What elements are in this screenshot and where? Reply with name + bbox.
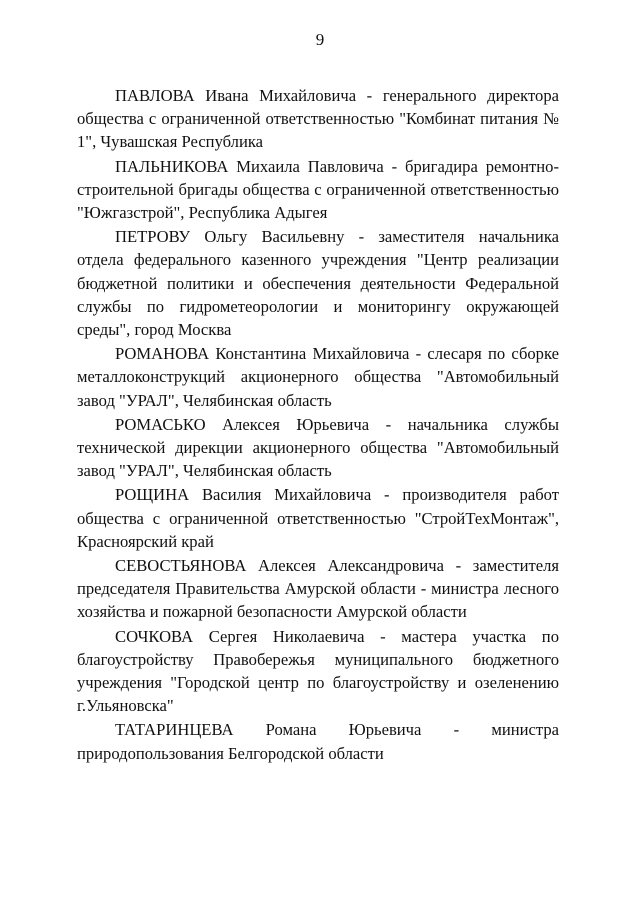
list-entry-pavlov: ПАВЛОВА Ивана Михайловича - генерального директора общества с ограниченной ответственностью "Комбинат питания № 1", Чувашская Республика — [77, 86, 559, 152]
list-entry-palnikov: ПАЛЬНИКОВА Михаила Павловича - бригадира ремонтно-строительной бригады общества с ограниченной ответственностью "Южгазстрой", Республика Адыгея — [77, 156, 559, 223]
page-number: 9 — [315, 30, 325, 49]
list-entry-roshchin: РОЩИНА Василия Михайловича - производителя работ общества с ограниченной ответственностью "СтройТехМонтаж", Красноярский край — [77, 485, 559, 551]
list-entry-romanov: РОМАНОВА Константина Михайловича - слесаря по сборке металлоконструкций акционерного общества "Автомобильный завод "УРАЛ", Челябинская область — [77, 344, 559, 410]
list-entry-sochkov: СОЧКОВА Сергея Николаевича - мастера участка по благоустройству Правобережья муниципального бюджетного учреждения "Городской центр по благоустройству и озеленению г.Ульяновска" — [77, 626, 559, 716]
list-entry-tatarintsev: ТАТАРИНЦЕВА Романа Юрьевича - министра природопользования Белгородской области — [77, 720, 559, 763]
award-list — [77, 84, 559, 766]
list-entry-petrova: ПЕТРОВУ Ольгу Васильевну - заместителя начальника отдела федерального казенного учреждения "Центр реализации бюджетной политики и обеспечения деятельности Федеральной службы по гидрометеорологии и мониторингу окружающей среды", город Москва — [77, 227, 559, 340]
list-entry-sevostyanov: СЕВОСТЬЯНОВА Алексея Александровича - заместителя председателя Правительства Амурской области - министра лесного хозяйства и пожарной безопасности Амурской области — [77, 556, 559, 622]
list-entry-romasko: РОМАСЬКО Алексея Юрьевича - начальника службы технической дирекции акционерного общества "Автомобильный завод "УРАЛ", Челябинская область — [77, 414, 559, 481]
